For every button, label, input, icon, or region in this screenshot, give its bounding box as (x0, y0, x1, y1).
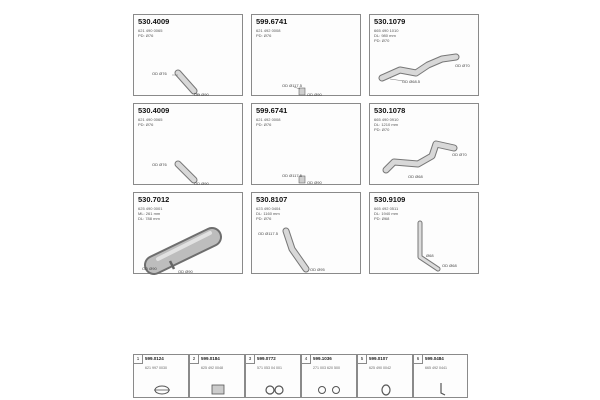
dimension-label: OD Ø68 (442, 263, 457, 268)
accessory-oe-number: 625 492 0048 (201, 366, 223, 370)
dimension-label: OD Ø90 (142, 266, 157, 271)
spec-line: DL: 1940 mm (374, 211, 399, 216)
spec-line: ML: 261 mm (138, 211, 161, 216)
part-card[interactable] (133, 103, 243, 185)
accessory-cell[interactable] (245, 354, 301, 398)
dimension-label: OD Ø90 (307, 180, 322, 185)
oe-number: 625 490 0001 (138, 206, 163, 211)
accessory-part-number: 599.0107 (369, 356, 388, 361)
dimension-label: OD Ø70 (452, 152, 467, 157)
spec-line: PD: Ø76 (138, 122, 154, 127)
part-number: 530.4009 (138, 106, 170, 115)
accessory-part-number: 599.0484 (425, 356, 444, 361)
dimension-label: OD Ø90 (307, 92, 322, 97)
spec-line: PD: Ø76 (138, 33, 154, 38)
dimension-label: OD Ø70 (455, 63, 470, 68)
accessory-oe-number: 621 997 0030 (145, 366, 167, 370)
short-pipe-drawing (134, 104, 244, 186)
spec-line: PD: Ø70 (374, 38, 390, 43)
accessory-part-number: 599.0772 (257, 356, 276, 361)
part-number: 530.4009 (138, 17, 170, 26)
part-card[interactable] (251, 103, 361, 185)
accessory-oe-number: 571 053 04 001 (257, 366, 282, 370)
spec-line: PD: Ø70 (374, 127, 390, 132)
spec-line: PD: Ø76 (256, 122, 272, 127)
oe-number: 621 492 0008 (256, 28, 281, 33)
dimension-label: Ø68 (426, 253, 434, 258)
hanger-icon (302, 355, 358, 399)
part-card[interactable] (369, 103, 479, 185)
spec-line: PD: Ø76 (256, 216, 272, 221)
accessory-index: 1 (134, 355, 143, 364)
part-number: 530.1078 (374, 106, 406, 115)
dimension-label: OD Ø117.5 (258, 231, 278, 236)
part-number: 530.7012 (138, 195, 170, 204)
accessory-oe-number: 665 492 0441 (425, 366, 447, 370)
accessory-cell[interactable] (357, 354, 413, 398)
part-number: 599.6741 (256, 106, 288, 115)
adapter-sleeve-drawing (252, 104, 362, 186)
oe-number: 665 490 0910 (374, 117, 399, 122)
oe-number: 623 490 0404 (256, 206, 281, 211)
dimension-label: OD Ø95 (310, 267, 325, 272)
part-number: 530.9109 (374, 195, 406, 204)
oe-number: 665 492 0511 (374, 206, 399, 211)
dimension-label: OD Ø76 (152, 162, 167, 167)
spec-line: DL: 1160 mm (256, 211, 280, 216)
accessory-cell[interactable] (133, 354, 189, 398)
tailpipe-drawing (370, 193, 480, 275)
dimension-label: OD Ø68 (408, 174, 423, 179)
dimension-label: OD Ø76 (152, 71, 167, 76)
bent-pipe-drawing (370, 15, 480, 97)
part-card[interactable] (133, 192, 243, 274)
dimension-label: OD Ø68.5 (402, 79, 421, 84)
oe-number: 665 490 1010 (374, 28, 399, 33)
dimension-label: OD Ø90 (194, 181, 209, 186)
accessory-cell[interactable] (189, 354, 245, 398)
adapter-sleeve-drawing (252, 15, 362, 97)
sleeve-icon (190, 355, 246, 399)
accessory-cell[interactable] (301, 354, 357, 398)
part-card[interactable] (369, 14, 479, 96)
accessories-strip (133, 354, 468, 398)
spec-line: DL: 1210 mm (374, 122, 399, 127)
bent-pipe-drawing (370, 104, 480, 186)
spec-line: PD: Ø76 (256, 33, 272, 38)
part-number: 530.1079 (374, 17, 406, 26)
accessory-part-number: 599.1036 (313, 356, 332, 361)
spec-line: PD: Ø68 (374, 216, 390, 221)
bracket-icon (414, 355, 469, 399)
part-number: 599.6741 (256, 17, 288, 26)
dimension-label: OD Ø117.5 (282, 173, 302, 178)
part-card[interactable] (251, 192, 361, 274)
rubber-ring-icon (246, 355, 302, 399)
part-card[interactable] (369, 192, 479, 274)
dimension-label: OD Ø90 (194, 92, 209, 97)
accessory-part-number: 599.0124 (145, 356, 164, 361)
oe-number: 621 490 0065 (138, 28, 163, 33)
accessory-index: 6 (414, 355, 423, 364)
spec-line: DL: 980 mm (374, 33, 396, 38)
oe-number: 621 490 0065 (138, 117, 163, 122)
part-card[interactable] (133, 14, 243, 96)
accessory-index: 4 (302, 355, 311, 364)
accessory-oe-number: 271 003 620 500 (313, 366, 340, 370)
dimension-label: OD Ø117.5 (282, 83, 302, 88)
muffler-drawing (134, 193, 244, 275)
accessory-oe-number: 625 490 0042 (369, 366, 391, 370)
accessory-cell[interactable] (413, 354, 468, 398)
accessory-index: 3 (246, 355, 255, 364)
accessory-index: 5 (358, 355, 367, 364)
oe-number: 621 492 0008 (256, 117, 281, 122)
spec-line: DL: 788 mm (138, 216, 160, 221)
accessory-index: 2 (190, 355, 199, 364)
clamp-icon (134, 355, 190, 399)
accessory-part-number: 599.0184 (201, 356, 220, 361)
part-card[interactable] (251, 14, 361, 96)
short-pipe-drawing (134, 15, 244, 97)
gasket-icon (358, 355, 414, 399)
part-number: 530.8107 (256, 195, 288, 204)
dimension-label: OD Ø90 (178, 269, 193, 274)
